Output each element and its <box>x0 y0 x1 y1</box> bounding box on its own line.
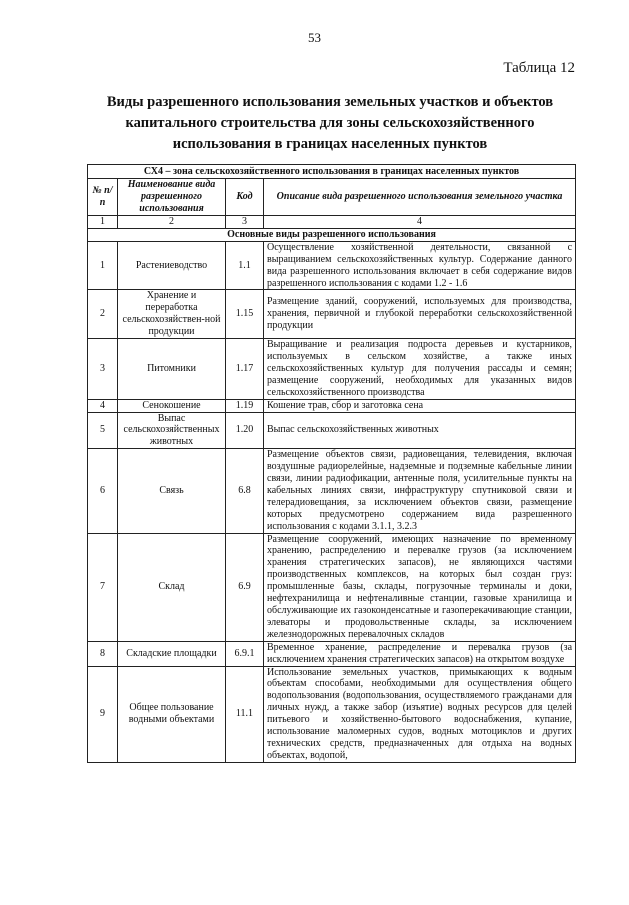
column-header-row <box>88 179 576 216</box>
use-code: 1.1 <box>226 241 264 290</box>
table-row <box>88 290 576 339</box>
use-code: 11.1 <box>226 666 264 762</box>
use-code: 6.8 <box>226 449 264 533</box>
use-name: Общее пользование водными объектами <box>118 666 226 762</box>
use-code: 6.9.1 <box>226 641 264 666</box>
use-code: 1.20 <box>226 412 264 449</box>
document-title <box>90 92 570 155</box>
table-label: Таблица 12 <box>503 60 575 76</box>
use-name: Склад <box>118 533 226 641</box>
use-name: Хранение и переработка сельскохозяйствен-ной продукции <box>118 290 226 339</box>
col-header-name: Наименование вида разрешенного использования <box>118 179 226 216</box>
zone-header-row <box>88 165 576 179</box>
use-name: Сенокошение <box>118 399 226 412</box>
use-name: Растениеводство <box>118 241 226 290</box>
title-line: использования в границах населенных пунктов <box>172 136 488 152</box>
use-description: Кошение трав, сбор и заготовка сена <box>264 399 576 412</box>
table-row <box>88 241 576 290</box>
section-label: Основные виды разрешенного использования <box>88 228 576 241</box>
use-code: 1.19 <box>226 399 264 412</box>
use-description: Размещение объектов связи, радиовещания, телевидения, включая воздушные радиорелейные, надземные и подземные кабельные линии связи, линии радиофикации, антенные поля, усилительные пункты на кабельных линиях связи, инфраструктуру спутниковой связи и телерадиовещания, за исключением объектов связи, размещение которых предусмотрено содержанием вида разрешенного использования с кодами 3.1.1, 3.2.3 <box>264 449 576 533</box>
use-description: Размещение зданий, сооружений, используемых для производства, хранения, первичной и глубокой переработки сельскохозяйственной продукции <box>264 290 576 339</box>
use-description: Размещение сооружений, имеющих назначение по временному хранению, распределению и перевалке грузов (за исключением хранения стратегических запасов), не являющихся частями производственных комплексов, на которых был создан груз: промышленные базы, склады, погрузочные терминалы и доки, нефтехранилища и нефтеналивные станции, газовые хранилища и обслуживающие их газоконденсатные и газоперекачивающие станции, элеваторы и продовольственные склады, за исключением железнодорожных перевалочных складов <box>264 533 576 641</box>
title-line: капитального строительства для зоны сельскохозяйственного <box>125 115 535 131</box>
use-description: Выпас сельскохозяйственных животных <box>264 412 576 449</box>
row-number: 1 <box>88 241 118 290</box>
use-name: Связь <box>118 449 226 533</box>
row-number: 6 <box>88 449 118 533</box>
table-row <box>88 339 576 400</box>
title-line: Виды разрешенного использования земельных участков и объектов <box>106 94 554 110</box>
use-name: Выпас сельскохозяйственных животных <box>118 412 226 449</box>
use-description: Использование земельных участков, примыкающих к водным объектам способами, необходимыми для осуществления общего водопользования (водопользования, осуществляемого гражданами для личных нужд, а также забор (изъятие) водных ресурсов для целей питьевого и хозяйственно-бытового водоснабжения, купание, использование маломерных судов, водных мотоциклов и других технических средств, предназначенных для отдыха на водных объектах, водопой, <box>264 666 576 762</box>
row-number: 7 <box>88 533 118 641</box>
use-code: 6.9 <box>226 533 264 641</box>
table-row <box>88 533 576 641</box>
col-index: 1 <box>88 216 118 229</box>
col-header-num: № п/п <box>88 179 118 216</box>
table-row <box>88 641 576 666</box>
table-row <box>88 399 576 412</box>
zone-header: СХ4 – зона сельскохозяйственного использования в границах населенных пунктов <box>88 165 576 179</box>
col-index: 3 <box>226 216 264 229</box>
row-number: 9 <box>88 666 118 762</box>
column-index-row <box>88 216 576 229</box>
col-index: 2 <box>118 216 226 229</box>
use-name: Питомники <box>118 339 226 400</box>
table-row <box>88 666 576 762</box>
use-code: 1.17 <box>226 339 264 400</box>
col-header-desc: Описание вида разрешенного использования земельного участка <box>264 179 576 216</box>
col-header-code: Код <box>226 179 264 216</box>
col-index: 4 <box>264 216 576 229</box>
page-number: 53 <box>308 30 321 45</box>
row-number: 4 <box>88 399 118 412</box>
row-number: 5 <box>88 412 118 449</box>
row-number: 2 <box>88 290 118 339</box>
use-name: Складские площадки <box>118 641 226 666</box>
row-number: 8 <box>88 641 118 666</box>
use-code: 1.15 <box>226 290 264 339</box>
row-number: 3 <box>88 339 118 400</box>
land-use-table <box>87 164 576 763</box>
use-description: Временное хранение, распределение и перевалка грузов (за исключением хранения стратегических запасов) на открытом воздухе <box>264 641 576 666</box>
use-description: Выращивание и реализация подроста деревьев и кустарников, используемых в сельском хозяйстве, а также иных сельскохозяйственных культур для получения рассады и семян; размещение сооружений, необходимых для указанных видов сельскохозяйственного производства <box>264 339 576 400</box>
use-description: Осуществление хозяйственной деятельности, связанной с выращиванием сельскохозяйственных культур. Содержание данного вида разрешенного использования включает в себя содержание видов разрешенного использования с кодами 1.2 - 1.6 <box>264 241 576 290</box>
section-row <box>88 228 576 241</box>
table-row <box>88 449 576 533</box>
table-row <box>88 412 576 449</box>
